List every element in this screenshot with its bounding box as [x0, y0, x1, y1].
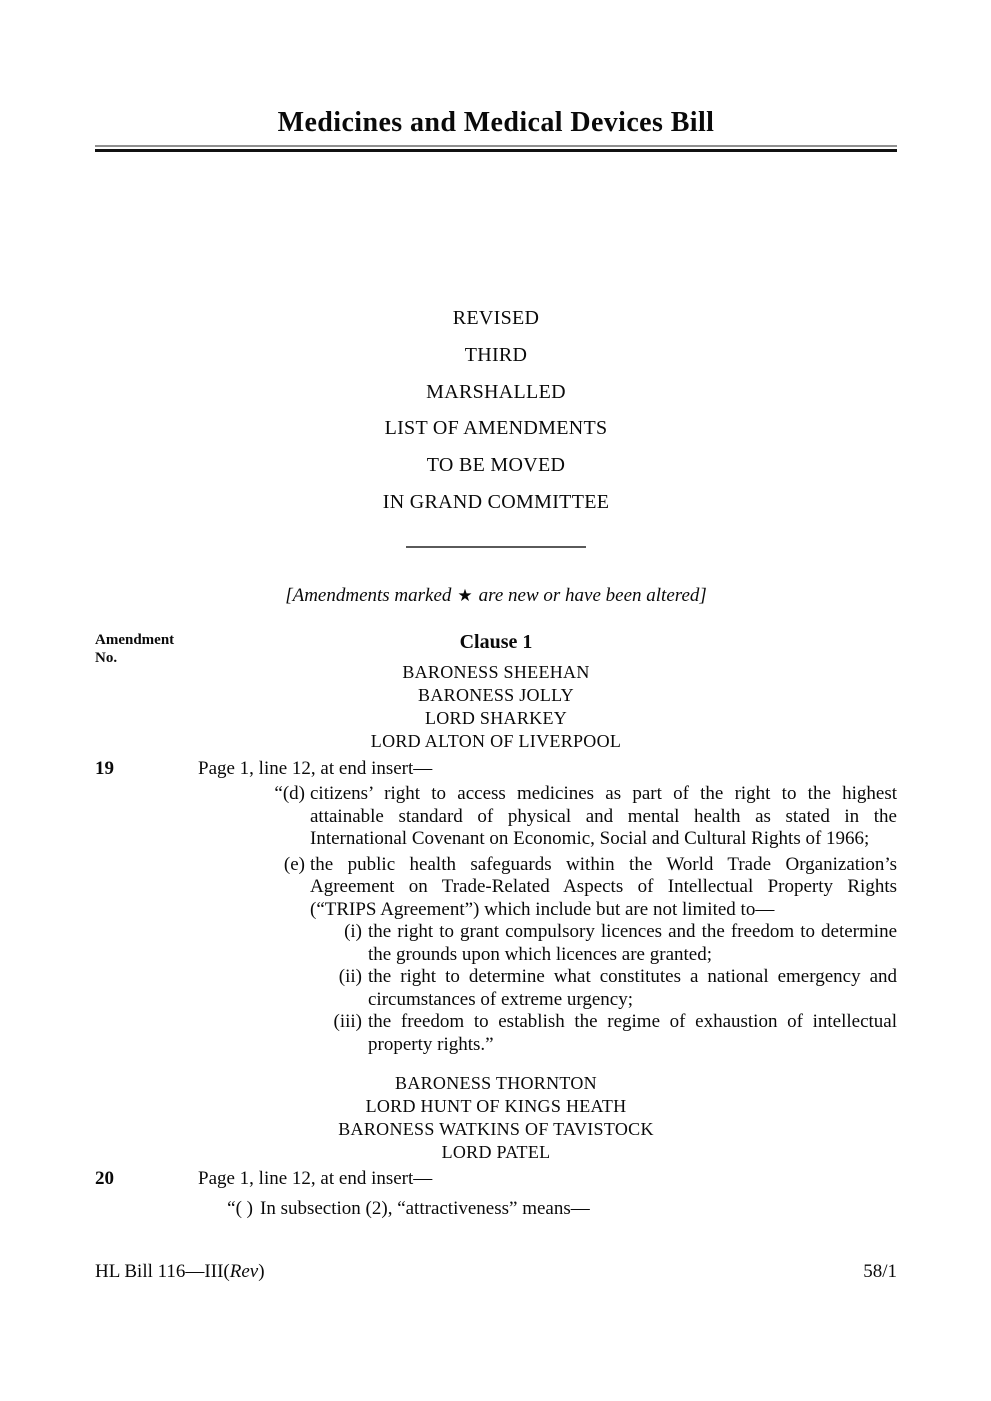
paragraph-text: the right to grant compulsory licences and the freedom to determine the grounds upon which licences are granted;	[368, 921, 897, 965]
stage-header-line: TO BE MOVED	[426, 454, 566, 477]
sponsor-name: BARONESS THORNTON	[395, 1073, 597, 1094]
amendment-number: 19	[95, 757, 114, 779]
clause-heading: Clause 1	[459, 630, 533, 653]
paragraph-label: (e)	[283, 853, 305, 875]
paragraph-label: (iii)	[333, 1011, 362, 1033]
sponsor-name: BARONESS SHEEHAN	[402, 661, 590, 682]
page-title: Medicines and Medical Devices Bill	[277, 107, 715, 138]
paragraph-label: (ii)	[338, 966, 362, 988]
sponsor-name: BARONESS JOLLY	[418, 684, 574, 705]
paragraph-text: In subsection (2), “attractiveness” means—	[260, 1197, 590, 1219]
sponsor-name: LORD ALTON OF LIVERPOOL	[370, 730, 622, 751]
amendment-body	[198, 758, 897, 1057]
stage-header-line: LIST OF AMENDMENTS	[384, 417, 608, 440]
sponsor-name: LORD PATEL	[441, 1142, 551, 1163]
amendment-no-label	[95, 631, 174, 667]
page-footer	[95, 1261, 897, 1283]
sponsor-name: BARONESS WATKINS OF TAVISTOCK	[338, 1119, 654, 1140]
amendment-paragraph	[198, 783, 897, 851]
amendment-paragraph	[198, 854, 897, 922]
amendment-paragraph	[198, 1198, 897, 1221]
star-note	[95, 585, 897, 607]
amendment-subparagraph	[198, 966, 897, 1011]
star-note-after: are new or have been altered]	[478, 584, 707, 606]
footer-bill-reference	[95, 1261, 265, 1283]
footer-bill-ref-prefix: HL Bill 116—III(	[95, 1261, 230, 1282]
paragraph-label: “(d)	[274, 783, 305, 805]
stage-headers	[95, 300, 897, 521]
stage-header-line: REVISED	[452, 307, 540, 329]
paragraph-text: the public health safeguards within the World Trade Organization’s Agreement on Trade-Related Aspects of Intellectual Property Rights (“TRIPS Agreement”) which include but are not limited to—	[310, 853, 897, 920]
amendment-instruction: Page 1, line 12, at end insert—	[198, 1168, 433, 1190]
sponsor-name: LORD SHARKEY	[424, 707, 568, 728]
sponsor-name: LORD HUNT OF KINGS HEATH	[365, 1096, 627, 1117]
amendment-number: 20	[95, 1168, 114, 1190]
sponsor-list	[95, 661, 897, 753]
footer-bill-ref-rev: Rev	[229, 1261, 259, 1282]
clause-row	[95, 631, 897, 671]
stage-header-line: MARSHALLED	[426, 380, 566, 403]
amendment-19	[95, 758, 897, 1057]
amendment-body	[198, 1168, 897, 1220]
amendment-instruction: Page 1, line 12, at end insert—	[198, 757, 433, 779]
stage-header-line: IN GRAND COMMITTEE	[382, 490, 610, 513]
amendment-subparagraph	[198, 921, 897, 966]
star-icon: ★	[457, 585, 473, 605]
amendment-20	[95, 1168, 897, 1220]
footer-serial-number: 58/1	[863, 1261, 897, 1282]
paragraph-label: (i)	[344, 921, 362, 943]
amendment-no-label-line2: No.	[95, 649, 118, 666]
stage-header-line: THIRD	[464, 343, 528, 366]
footer-bill-ref-suffix: )	[258, 1261, 265, 1282]
amendment-subparagraph	[198, 1011, 897, 1056]
star-note-before: [Amendments marked	[285, 584, 452, 606]
sponsor-list	[95, 1072, 897, 1164]
divider-rule	[406, 546, 586, 548]
paragraph-text: the right to determine what constitutes a national emergency and circumstances of extreme urgency;	[368, 966, 897, 1010]
amendment-no-label-line1: Amendment	[95, 631, 175, 648]
paragraph-label: “( )	[227, 1197, 253, 1219]
paragraph-text: the freedom to establish the regime of exhaustion of intellectual property rights.”	[368, 1011, 897, 1055]
paragraph-text: citizens’ right to access medicines as part of the right to the highest attainable standard of physical and mental health as stated in the International Covenant on Economic, Social and Cultural Rights of 1966;	[310, 783, 897, 850]
title-double-rule	[95, 145, 897, 152]
